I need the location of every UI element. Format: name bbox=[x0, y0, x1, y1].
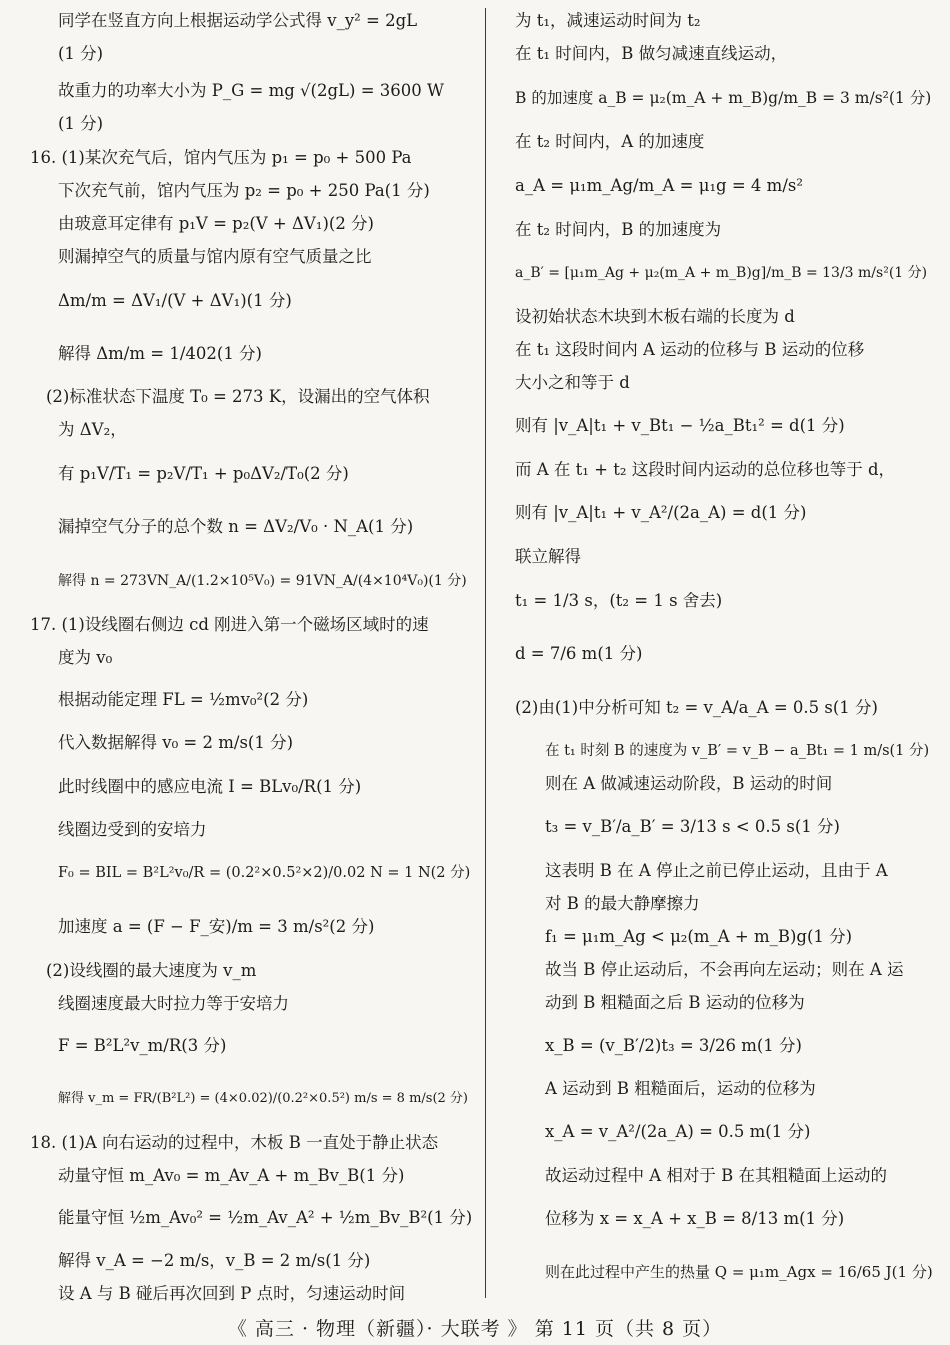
formula-line: 根据动能定理 FL = ½mv₀²(2 分) bbox=[58, 690, 309, 709]
text-line: 为 t₁，减速运动时间为 t₂ bbox=[515, 11, 701, 30]
formula-line: 则有 |v_A|t₁ + v_Bt₁ − ½a_Bt₁² = d(1 分) bbox=[515, 416, 845, 435]
formula-line: 此时线圈中的感应电流 I = BLv₀/R(1 分) bbox=[58, 777, 362, 796]
text-line: 线圈速度最大时拉力等于安培力 bbox=[58, 994, 289, 1013]
text-line: 则漏掉空气的质量与馆内原有空气质量之比 bbox=[58, 247, 372, 266]
text-line: 对 B 的最大静摩擦力 bbox=[545, 894, 700, 913]
text-line: 故重力的功率大小为 P_G = mg √(2gL) = 3600 W bbox=[58, 81, 444, 100]
formula-line: a_A = μ₁m_Ag/m_A = μ₁g = 4 m/s² bbox=[515, 176, 803, 195]
text-line: 度为 v₀ bbox=[58, 648, 113, 667]
text-line: 而 A 在 t₁ + t₂ 这段时间内运动的总位移也等于 d， bbox=[515, 460, 896, 479]
text-line: 在 t₁ 这段时间内 A 运动的位移与 B 运动的位移 bbox=[515, 340, 865, 359]
text-line: (2)标准状态下温度 T₀ = 273 K，设漏出的空气体积 bbox=[46, 387, 430, 406]
text-line: 动到 B 粗糙面之后 B 运动的位移为 bbox=[545, 993, 805, 1012]
formula-line: 有 p₁V/T₁ = p₂V/T₁ + p₀ΔV₂/T₀(2 分) bbox=[58, 464, 349, 483]
formula-line: 漏掉空气分子的总个数 n = ΔV₂/V₀ · N_A(1 分) bbox=[58, 517, 414, 536]
formula-line: 解得 Δm/m = 1/402(1 分) bbox=[58, 344, 262, 363]
question-18-heading: 18. (1)A 向右运动的过程中，木板 B 一直处于静止状态 bbox=[30, 1133, 439, 1152]
text-line: 解得 v_A = −2 m/s，v_B = 2 m/s(1 分) bbox=[58, 1251, 371, 1270]
text-line: 代入数据解得 v₀ = 2 m/s(1 分) bbox=[58, 733, 294, 752]
formula-line: a_B′ = [μ₁m_Ag + μ₂(m_A + m_B)g]/m_B = 13/3 m/s²(1 分) bbox=[515, 265, 928, 281]
formula-line: 则有 |v_A|t₁ + v_A²/(2a_A) = d(1 分) bbox=[515, 503, 807, 522]
text-line: 这表明 B 在 A 停止之前已停止运动，且由于 A bbox=[545, 861, 888, 880]
formula-line: F = B²L²v_m/R(3 分) bbox=[58, 1036, 227, 1055]
text-line: 设初始状态木块到木板右端的长度为 d bbox=[515, 307, 795, 326]
text-line: 为 ΔV₂， bbox=[58, 420, 127, 439]
formula-line: 则在此过程中产生的热量 Q = μ₁m_Agx = 16/65 J(1 分) bbox=[545, 1263, 933, 1281]
text-line: (2)设线圈的最大速度为 v_m bbox=[46, 961, 257, 980]
column-divider bbox=[485, 8, 486, 1298]
text-line: 在 t₂ 时间内，B 的加速度为 bbox=[515, 220, 722, 239]
text-line: 在 t₁ 时间内，B 做匀减速直线运动， bbox=[515, 44, 788, 63]
formula-line: F₀ = BIL = B²L²v₀/R = (0.2²×0.5²×2)/0.02 N = 1 N(2 分) bbox=[58, 865, 471, 881]
formula-line: t₁ = 1/3 s，(t₂ = 1 s 舍去) bbox=[515, 591, 723, 610]
text-line: (2)由(1)中分析可知 t₂ = v_A/a_A = 0.5 s(1 分) bbox=[515, 698, 878, 717]
text-line: (1 分) bbox=[58, 44, 104, 63]
page-footer: 《 高三 · 物理（新疆）· 大联考 》 第 11 页（共 8 页） bbox=[227, 1318, 723, 1340]
formula-line: 在 t₁ 时刻 B 的速度为 v_B′ = v_B − a_Bt₁ = 1 m/s(1 分) bbox=[545, 743, 930, 759]
text-line: 同学在竖直方向上根据运动学公式得 v_y² = 2gL bbox=[58, 11, 418, 30]
text-line: 大小之和等于 d bbox=[515, 373, 630, 392]
formula-line: 动量守恒 m_Av₀ = m_Av_A + m_Bv_B(1 分) bbox=[58, 1166, 405, 1185]
text-line: 下次充气前，馆内气压为 p₂ = p₀ + 250 Pa(1 分) bbox=[58, 181, 430, 200]
text-line: 设 A 与 B 碰后再次回到 P 点时，匀速运动时间 bbox=[58, 1284, 406, 1303]
formula-line: 解得 v_m = FR/(B²L²) = (4×0.02)/(0.2²×0.5²) m/s = 8 m/s(2 分) bbox=[58, 1091, 468, 1106]
formula-line: x_A = v_A²/(2a_A) = 0.5 m(1 分) bbox=[545, 1122, 811, 1141]
text-line: 线圈边受到的安培力 bbox=[58, 820, 207, 839]
formula-line: x_B = (v_B′/2)t₃ = 3/26 m(1 分) bbox=[545, 1036, 802, 1055]
formula-line: t₃ = v_B′/a_B′ = 3/13 s < 0.5 s(1 分) bbox=[545, 817, 840, 836]
text-line: A 运动到 B 粗糙面后，运动的位移为 bbox=[545, 1079, 816, 1098]
formula-line: 位移为 x = x_A + x_B = 8/13 m(1 分) bbox=[545, 1209, 845, 1228]
formula-line: 加速度 a = (F − F_安)/m = 3 m/s²(2 分) bbox=[58, 917, 375, 936]
text-line: 联立解得 bbox=[515, 547, 581, 566]
text-line: 由玻意耳定律有 p₁V = p₂(V + ΔV₁)(2 分) bbox=[58, 214, 374, 233]
formula-line: 能量守恒 ½m_Av₀² = ½m_Av_A² + ½m_Bv_B²(1 分) bbox=[58, 1208, 473, 1227]
text-line: 则在 A 做减速运动阶段，B 运动的时间 bbox=[545, 774, 833, 793]
formula-line: 解得 n = 273VN_A/(1.2×10⁵V₀) = 91VN_A/(4×10⁴V₀)(1 分) bbox=[58, 573, 467, 589]
text-line: 在 t₂ 时间内，A 的加速度 bbox=[515, 132, 705, 151]
text-line: 故当 B 停止运动后，不会再向左运动；则在 A 运 bbox=[545, 960, 904, 979]
text-line: 故运动过程中 A 相对于 B 在其粗糙面上运动的 bbox=[545, 1166, 888, 1185]
formula-line: B 的加速度 a_B = μ₂(m_A + m_B)g/m_B = 3 m/s²(1 分) bbox=[515, 89, 932, 107]
formula-line: Δm/m = ΔV₁/(V + ΔV₁)(1 分) bbox=[58, 291, 292, 310]
question-16-heading: 16. (1)某次充气后，馆内气压为 p₁ = p₀ + 500 Pa bbox=[30, 148, 412, 167]
formula-line: f₁ = μ₁m_Ag < μ₂(m_A + m_B)g(1 分) bbox=[545, 927, 853, 946]
formula-line: d = 7/6 m(1 分) bbox=[515, 644, 643, 663]
question-17-heading: 17. (1)设线圈右侧边 cd 刚进入第一个磁场区域时的速 bbox=[30, 615, 429, 634]
text-line: (1 分) bbox=[58, 114, 104, 133]
